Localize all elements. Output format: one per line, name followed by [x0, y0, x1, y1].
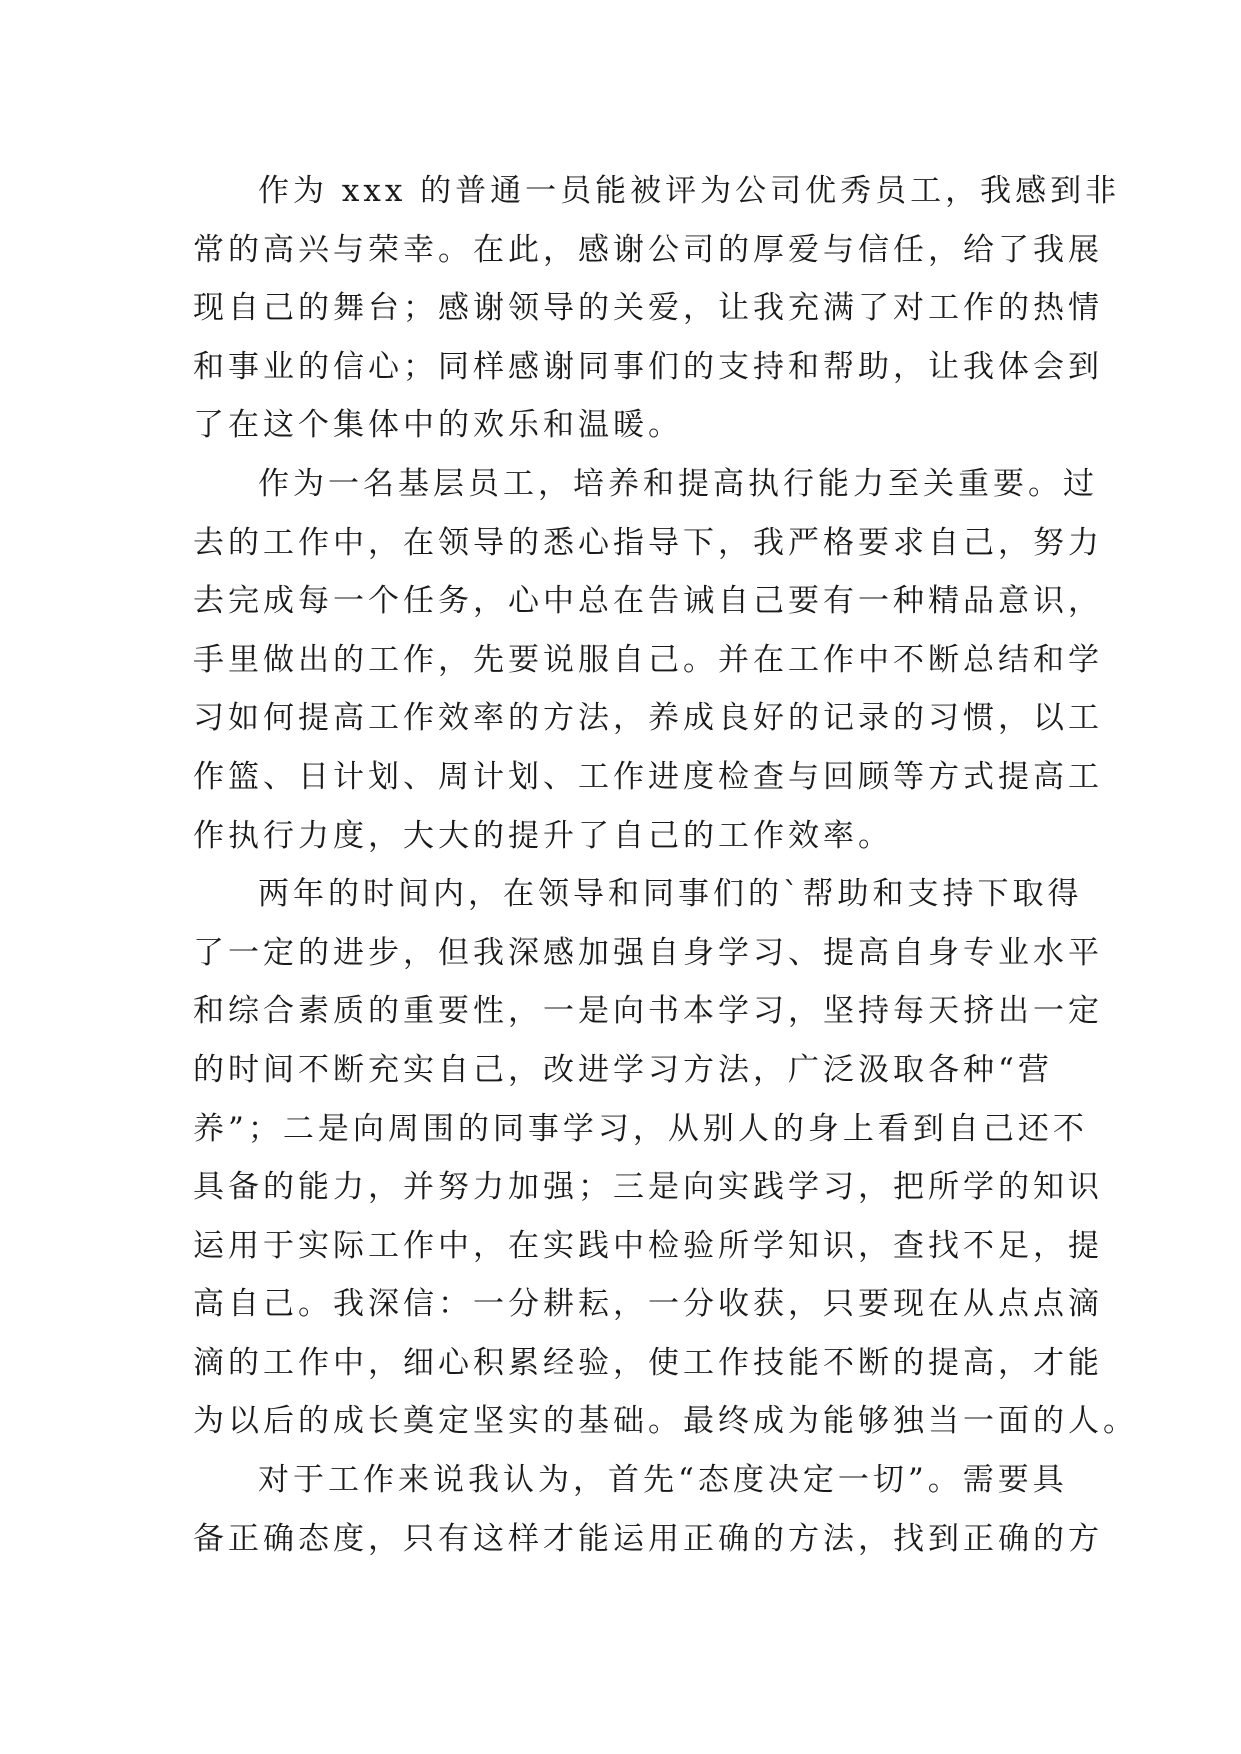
text-line: 了在这个集体中的欢乐和温暖。 [193, 407, 683, 444]
text-line: 作执行力度，大大的提升了自己的工作效率。 [193, 817, 893, 854]
text-line: 高自己。我深信：一分耕耘，一分收获，只要现在从点点滴 [193, 1286, 1103, 1323]
text-line: 作为一名基层员工，培养和提高执行能力至关重要。过 [258, 465, 1098, 502]
text-line: 的时间不断充实自己，改进学习方法，广泛汲取各种“营 [193, 1051, 1053, 1088]
text-line: 滴的工作中，细心积累经验，使工作技能不断的提高，才能 [193, 1344, 1103, 1381]
text-line: 了一定的进步，但我深感加强自身学习、提高自身专业水平 [193, 934, 1103, 971]
text-line: 作为 xxx 的普通一员能被评为公司优秀员工，我感到非 [258, 173, 1121, 209]
text-line: 去完成每一个任务，心中总在告诫自己要有一种精品意识， [193, 583, 1103, 620]
text-line: 对于工作来说我认为，首先“态度决定一切”。需要具 [258, 1462, 1068, 1499]
text-line: 具备的能力，并努力加强；三是向实践学习，把所学的知识 [193, 1169, 1103, 1206]
text-line: 去的工作中，在领导的悉心指导下，我严格要求自己，努力 [193, 524, 1103, 561]
text-line: 为以后的成长奠定坚实的基础。最终成为能够独当一面的人。 [193, 1403, 1138, 1440]
text-line: 备正确态度，只有这样才能运用正确的方法，找到正确的方 [193, 1520, 1103, 1557]
text-line: 和综合素质的重要性，一是向书本学习，坚持每天挤出一定 [193, 993, 1103, 1030]
text-line: 和事业的信心；同样感谢同事们的支持和帮助，让我体会到 [193, 348, 1103, 385]
text-line: 作篮、日计划、周计划、工作进度检查与回顾等方式提高工 [193, 758, 1103, 795]
text-line: 运用于实际工作中，在实践中检验所学知识，查找不足，提 [193, 1227, 1103, 1264]
text-line: 现自己的舞台；感谢领导的关爱，让我充满了对工作的热情 [193, 290, 1103, 327]
text-line: 两年的时间内，在领导和同事们的`帮助和支持下取得 [258, 876, 1083, 913]
text-line: 养”；二是向周围的同事学习，从别人的身上看到自己还不 [193, 1110, 1088, 1147]
document-body [193, 162, 1138, 1568]
text-line: 手里做出的工作，先要说服自己。并在工作中不断总结和学 [193, 641, 1103, 678]
text-line: 常的高兴与荣幸。在此，感谢公司的厚爱与信任，给了我展 [193, 231, 1103, 268]
text-line: 习如何提高工作效率的方法，养成良好的记录的习惯，以工 [193, 700, 1103, 737]
